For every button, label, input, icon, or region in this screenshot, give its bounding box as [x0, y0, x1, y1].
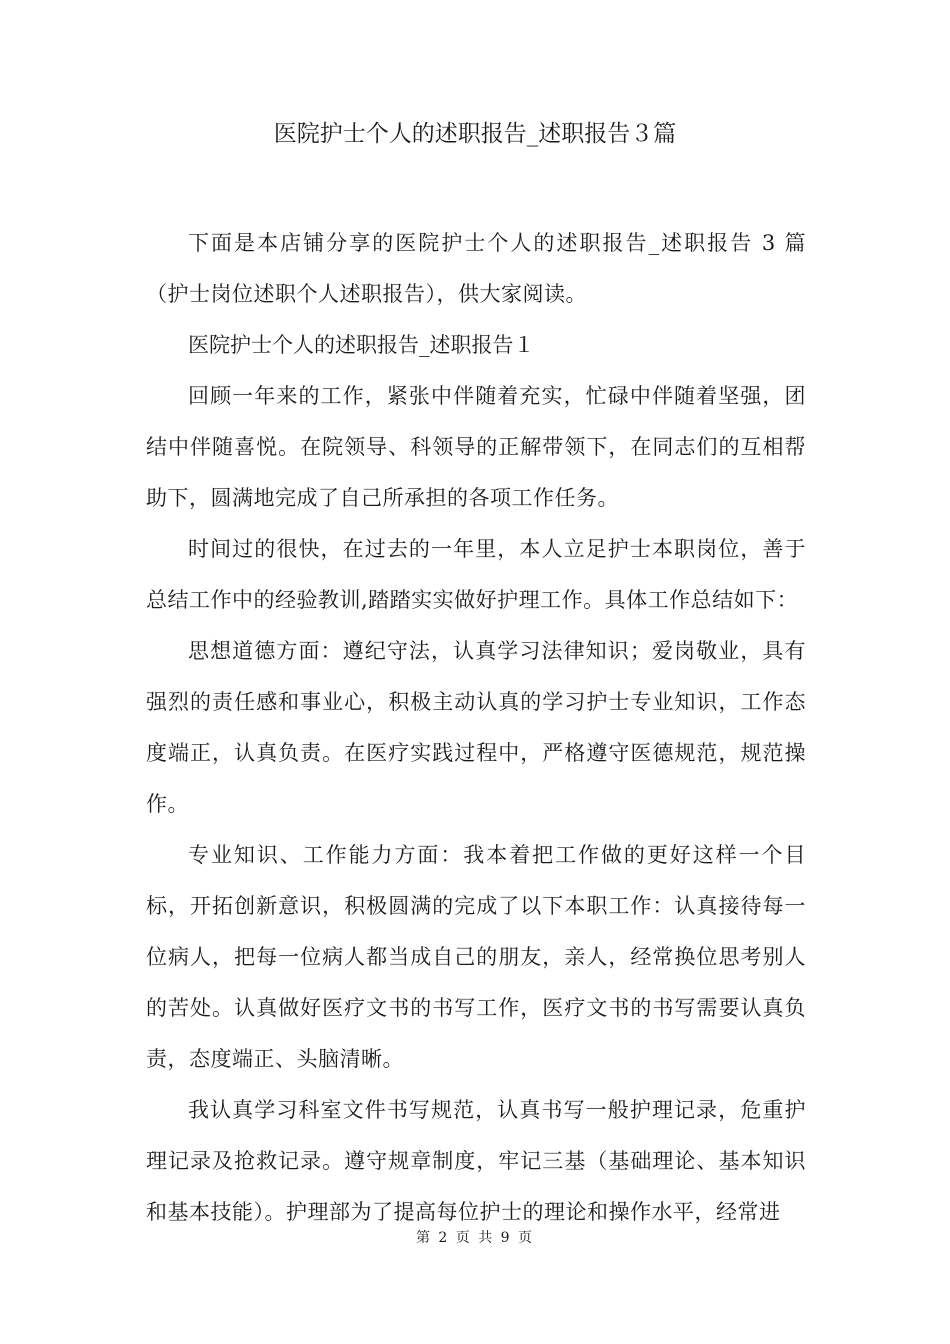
- section-heading: 医院护士个人的述职报告_述职报告１: [188, 333, 535, 357]
- paragraph-ethics: 思想道德方面：遵纪守法，认真学习法律知识；爱岗敬业，具有强烈的责任感和事业心，积极主动认真的学习护士专业知识，工作态度端正，认真负责。在医疗实践过程中，严格遵守医德规范，规范操作。: [146, 639, 806, 816]
- document-title: 医院护士个人的述职报告_述职报告３篇: [273, 121, 677, 147]
- paragraph-records: 我认真学习科室文件书写规范，认真书写一般护理记录，危重护理记录及抢救记录。遵守规章制度，牢记三基（基础理论、基本知识和基本技能）。护理部为了提高每位护士的理论和操作水平，经常进: [146, 1098, 806, 1224]
- paragraph-intro: 下面是本店铺分享的医院护士个人的述职报告_述职报告 3 篇（护士岗位述职个人述职报告），供大家阅读。: [146, 231, 806, 306]
- paragraph-review: 回顾一年来的工作，紧张中伴随着充实，忙碌中伴随着坚强，团结中伴随喜悦。在院领导、科领导的正解带领下，在同志们的互相帮助下，圆满地完成了自己所承担的各项工作任务。: [146, 384, 806, 510]
- document-body: [146, 218, 806, 1238]
- paragraph-professional: 专业知识、工作能力方面：我本着把工作做的更好这样一个目标，开拓创新意识，积极圆满的完成了以下本职工作：认真接待每一位病人，把每一位病人都当成自己的朋友，亲人，经常换位思考别人的苦处。认真做好医疗文书的书写工作，医疗文书的书写需要认真负责，态度端正、头脑清晰。: [146, 843, 806, 1071]
- page-number: 第 2 页 共 9 页: [415, 1230, 535, 1246]
- paragraph-summary: 时间过的很快，在过去的一年里，本人立足护士本职岗位，善于总结工作中的经验教训,踏踏实实做好护理工作。具体工作总结如下：: [146, 537, 806, 612]
